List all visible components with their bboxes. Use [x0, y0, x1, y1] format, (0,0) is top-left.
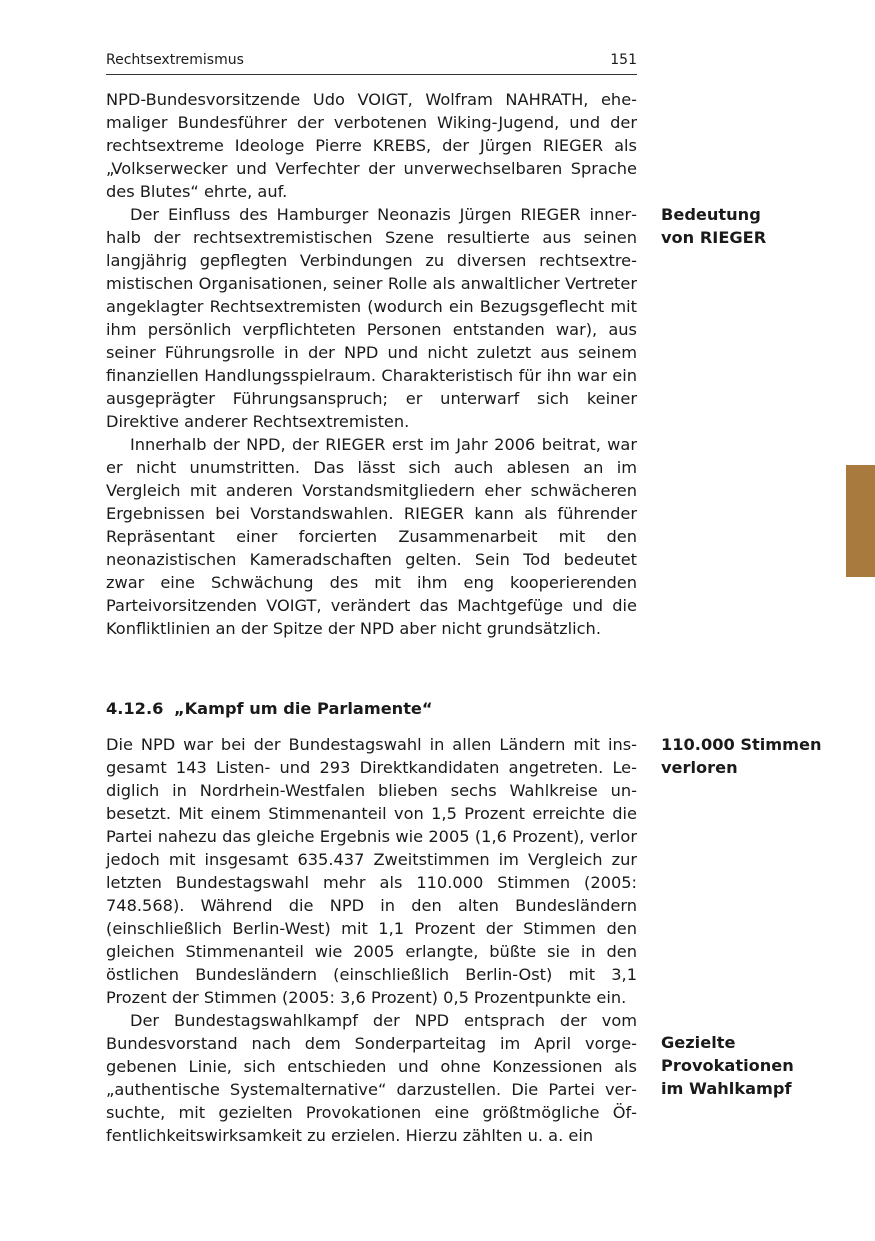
section-heading	[106, 697, 637, 720]
margin-note-stimmen	[661, 733, 861, 779]
margin-note-line: Provokationen	[661, 1056, 794, 1075]
paragraph: NPD-Bundesvorsitzende Udo VOIGT, Wolfram NAHRATH, ehemaliger Bundesführer der verbotenen Wiking-Jugend, und der rechtsextreme Ideologe Pierre KREBS, der Jürgen RIEGER als „Volkserwecker und Verfechter der unverwechselbaren Sprache des Blutes“ ehrte, auf.	[106, 90, 637, 201]
margin-note-provokationen	[661, 1031, 861, 1100]
margin-note-bedeutung	[661, 203, 861, 249]
margin-note-line: Gezielte	[661, 1033, 736, 1052]
margin-note-line: Bedeutung	[661, 205, 761, 224]
running-title: Rechtsextremismus	[106, 52, 244, 68]
margin-note-line: verloren	[661, 758, 738, 777]
chapter-thumb-tab	[846, 465, 875, 577]
text-block-rieger	[106, 88, 637, 640]
margin-note-line: von RIEGER	[661, 228, 767, 247]
page-number: 151	[610, 52, 637, 68]
paragraph: Die NPD war bei der Bundestagswahl in allen Ländern mit insgesamt 143 Listen- und 293 Direktkandidaten angetreten. Lediglich in Nordrhein-Westfalen blieben sechs Wahlkreise unbesetzt. Mit einem Stimmenanteil von 1,5 Prozent erreichte die Partei nahezu das gleiche Ergebnis wie 2005 (1,6 Prozent), verlor jedoch mit insgesamt 635.437 Zweitstimmen im Vergleich zur letzten Bundestagswahl mehr als 110.000 Stimmen (2005: 748.568). Während die NPD in den alten Bundesländern (einschließlich Berlin-West) mit 1,1 Prozent der Stimmen den gleichen Stimmenanteil wie 2005 erlangte, büßte sie in den östlichen Bundesländern (einschließlich Berlin-Ost) mit 3,1 Prozent der Stimmen (2005: 3,6 Prozent) 0,5 Prozentpunkte ein.	[106, 735, 637, 1007]
text-block-parlamente	[106, 733, 637, 1147]
running-header	[106, 50, 637, 75]
section-title: „Kampf um die Parlamente“	[174, 699, 433, 718]
paragraph: Der Bundestagswahlkampf der NPD entsprach der vom Bundesvorstand nach dem Sonderparteitag im April vorgegebenen Linie, sich entschieden und ohne Konzessionen als „authentische Systemalternative“ darzustellen. Die Partei versuchte, mit gezielten Provokationen eine größtmögliche Öffentlichkeitswirksamkeit zu erzielen. Hierzu zählten u. a. ein	[106, 1011, 637, 1145]
section-number: 4.12.6	[106, 699, 164, 718]
margin-note-line: 110.000 Stimmen	[661, 735, 822, 754]
paragraph: Der Einfluss des Hamburger Neonazis Jürgen RIEGER innerhalb der rechtsextremistischen Szene resultierte aus seinen langjährig gepflegten Verbindungen zu diversen rechtsextremistischen Organisationen, seiner Rolle als anwaltlicher Vertreter angeklagter Rechtsextremisten (wodurch ein Bezugsgeflecht mit ihm persönlich verpflichteten Personen entstanden war), aus seiner Führungsrolle in der NPD und nicht zuletzt aus seinem finanziellen Handlungsspielraum. Charakteristisch für ihn war ein ausgeprägter Führungsanspruch; er unterwarf sich keiner Direktive anderer Rechtsextremisten.	[106, 205, 637, 431]
paragraph: Innerhalb der NPD, der RIEGER erst im Jahr 2006 beitrat, war er nicht unumstritten. Das lässt sich auch ablesen an im Vergleich mit anderen Vorstandsmitgliedern eher schwächeren Ergebnissen bei Vorstandswahlen. RIEGER kann als führender Repräsentant einer forcierten Zusammenarbeit mit den neonazistischen Kameradschaften gelten. Sein Tod bedeutet zwar eine Schwächung des mit ihm eng kooperierenden Parteivorsitzenden VOIGT, verändert das Machtgefüge und die Konfliktlinien an der Spitze der NPD aber nicht grundsätzlich.	[106, 435, 637, 638]
margin-note-line: im Wahlkampf	[661, 1079, 792, 1098]
